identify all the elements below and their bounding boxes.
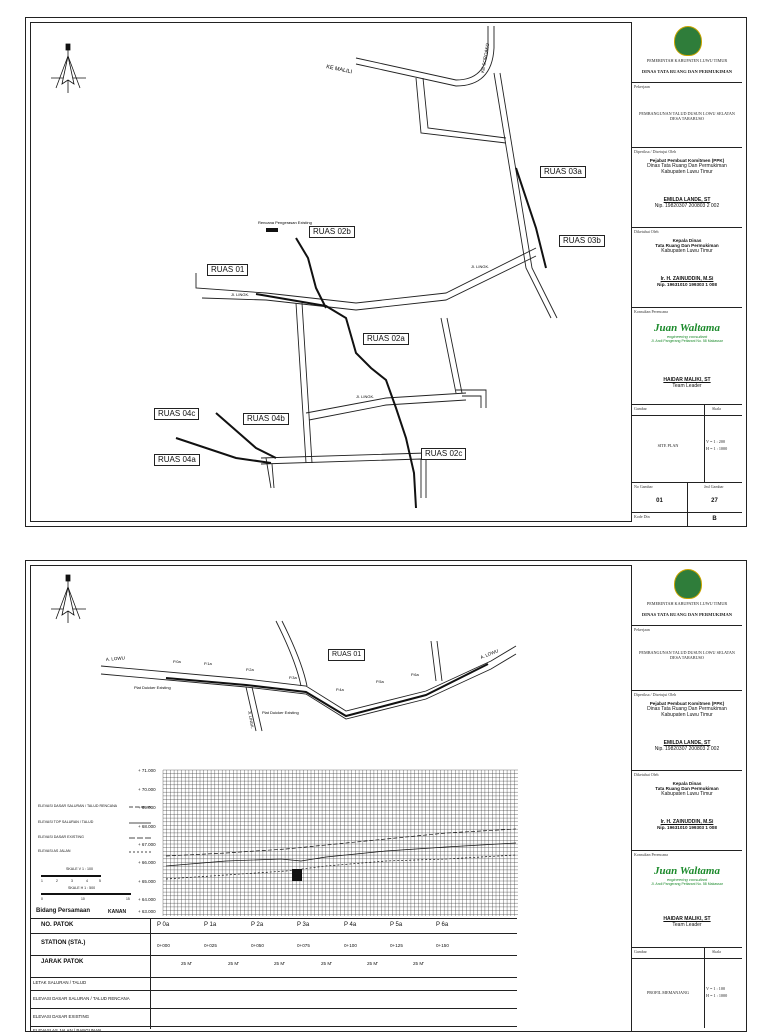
pekerjaan-section: Pekerjaan PEMBANGUNAN TALUD DUSUN LOWU SELATAN DESA TARABUSO (632, 82, 742, 167)
scale-tick: 1 (41, 879, 43, 883)
drawing-sheet-site-plan (25, 17, 747, 527)
ruas-label: RUAS 02b (309, 226, 355, 238)
profile-table: NO. PATOK STATION (STA.) JARAK PATOK LETAK SALURAN / TALUD ELEVASI DASAR SALURAN / TALUD RENCANA ELEVASI DASAR EXISTING ELEVASI AS JALAN / BANGUNAN P 0a P 1a P 2a P 3a P 4a P 5a P 6a 0+000 0+025 0+050 0+075 0+100 0+125 0+150 25 M' 25 M' 25 M' 25 M' 25 M' 25 M' (31, 918, 517, 1029)
station-label: 0+075 (297, 943, 310, 948)
scale-label: SKALE H 1 : 500 (68, 886, 96, 890)
svg-text:Rencana Pengerasan Existing: Rencana Pengerasan Existing (258, 220, 312, 225)
consultant-logo: Juan Waltama (654, 322, 720, 334)
gambar-section: Gambar Skala SITE PLAN V = 1 : 200 H = 1 : 1000 (632, 404, 742, 483)
north-arrow-icon (51, 44, 86, 93)
legend-item: ELEVASI DASAR SALURAN / TALUD RENCANA (38, 804, 118, 808)
ruas-label: RUAS 04c (154, 408, 199, 420)
profile-grid (163, 770, 518, 916)
svg-text:P.5a: P.5a (376, 679, 384, 684)
legend-item: ELEVASI DASAR EXISTING (38, 835, 84, 839)
side-label: KANAN (108, 909, 127, 915)
elevation-label: + 71.000 (138, 768, 156, 773)
station-label: 0+125 (390, 943, 403, 948)
patok-label: P 2a (251, 922, 264, 928)
ruas-label: RUAS 04b (243, 413, 289, 425)
talud-alignment (176, 168, 546, 508)
ppk-section: Diperiksa / Disetujui Oleh Pejabat Pembuat Komitmen (PPK) Dinas Tata Ruang Dan Permukiman Kabupaten Luwu Timur EMILDA LANDE, ST Nip. 19820307 200803 2 002 (632, 690, 742, 771)
svg-text:Jl. LINGK.: Jl. LINGK. (247, 710, 256, 730)
ruas-label: RUAS 02a (363, 333, 409, 345)
svg-text:Plat Duicker Existing: Plat Duicker Existing (262, 710, 299, 715)
svg-text:Jl. LINGK.: Jl. LINGK. (231, 292, 250, 297)
pekerjaan-section: Pekerjaan PEMBANGUNAN TALUD DUSUN LOWU SELATAN DESA TARABUSO (632, 625, 742, 691)
legend-item: ELEVASI AS JALAN (38, 849, 71, 853)
org-name: PEMERINTAH KABUPATEN LUWU TIMUR (646, 58, 728, 63)
road-network (196, 26, 557, 498)
elevation-label: + 70.000 (138, 787, 156, 792)
kadis-section: Diketahui Oleh Kepala Dinas Tata Ruang Dan Permukiman Kabupaten Luwu Timur Ir. H. ZAINUDDIN, M.Si Nip. 19631010 199303 1 008 (632, 770, 742, 851)
elevation-label: + 68.000 (138, 824, 156, 829)
nomor-section: No Gambar Jml Gambar 01 27 (632, 482, 742, 513)
jarak-label: 25 M' (321, 961, 333, 966)
bidang-persamaan: Bidang Persamaan (36, 908, 91, 914)
ruas-label: RUAS 03b (559, 235, 605, 247)
svg-text:P.4a: P.4a (336, 687, 344, 692)
ruas-plan (101, 621, 516, 731)
legend-item: ELEVASI TOP SALURAN / TALUD (38, 820, 94, 824)
north-arrow-icon (51, 575, 86, 623)
kode-section: Kode Dtn B (632, 512, 742, 527)
svg-text:P.3a: P.3a (289, 675, 297, 680)
ruas-label: RUAS 01 (207, 264, 248, 276)
elevation-label: + 64.000 (138, 897, 156, 902)
station-label: 0+025 (204, 943, 217, 948)
konsultan-section: Konsultan Perencana Juan Waltama engineering consultant Jl. Andi Pangerang Pettarani No. 58 Makassar HAIDAR MALIKI, ST Team Leader (632, 307, 742, 405)
emblem-icon (674, 569, 702, 599)
patok-label: P 6a (436, 922, 449, 928)
jarak-label: 25 M' (181, 961, 193, 966)
ruas-title: RUAS 01 (328, 649, 365, 661)
elevation-label: + 69.000 (138, 805, 156, 810)
consultant-logo: Juan Waltama (654, 865, 720, 877)
scale-tick: 2 (56, 879, 58, 883)
svg-text:Jl. LINGK.: Jl. LINGK. (471, 264, 490, 269)
svg-text:Jl. LINGK.: Jl. LINGK. (356, 394, 375, 399)
station-label: 0+150 (436, 943, 449, 948)
ruas-label: RUAS 03a (540, 166, 586, 178)
duiker-marker (292, 869, 302, 881)
emblem-icon (674, 26, 702, 56)
patok-label: P 4a (344, 922, 357, 928)
scale-tick: 4 (86, 879, 88, 883)
svg-text:KE MALILI: KE MALILI (325, 64, 353, 76)
kadis-section: Diketahui Oleh Kepala Dinas Tata Ruang Dan Permukiman Kabupaten Luwu Timur Ir. H. ZAINUDDIN, M.Si Nip. 19631010 199303 1 008 (632, 227, 742, 308)
title-block (631, 22, 742, 522)
scale-tick: 5 (99, 879, 101, 883)
drawing-sheet-profile (25, 560, 747, 1032)
svg-text:KE SOROAKO: KE SOROAKO (480, 42, 491, 74)
scale-tick: 10 (81, 897, 85, 901)
patok-label: P 1a (204, 922, 217, 928)
jarak-label: 25 M' (228, 961, 240, 966)
jarak-label: 25 M' (367, 961, 379, 966)
scale-tick: 3 (71, 879, 73, 883)
patok-label: P 0a (157, 922, 170, 928)
gambar-section: Gambar Skala PROFIL MEMANJANG V = 1 : 100 H = 1 : 1000 (632, 947, 742, 1028)
site-plan-map (26, 18, 632, 526)
ruas-label: RUAS 04a (154, 454, 200, 466)
elevation-label: + 67.000 (138, 842, 156, 847)
title-block: PEMERINTAH KABUPATEN LUWU TIMUR DINAS TATA RUANG DAN PERMUKIMAN Pekerjaan PEMBANGUNAN TALUD DUSUN LOWU SELATAN DESA TARABUSO Diperiksa / Disetujui Oleh Pejabat Pembuat Komitmen (PPK) Dinas Tata Ruang Dan Permukiman Kabupaten Luwu Timur EMILDA LANDE, ST Nip. 19820307 200803 2 002 Diketahui Oleh Kepala Dinas Tata Ruang Dan Permukiman Kabupaten Luwu Timur Ir. H. ZAINUDDIN, M.Si Nip. 19631010 199303 1 008 Konsultan Perencana Juan Waltama engineering consultant Jl. Andi Pangerang Pettarani No. 58 Makassar HAIDAR MALIKI, ST Team Leader Gambar Skala PROFIL MEMANJANG V = 1 : 100 H = 1 : 1000 (631, 565, 742, 1032)
ruas-label: RUAS 02c (421, 448, 466, 460)
svg-text:P.0a: P.0a (173, 659, 181, 664)
scale-tick: 15 (126, 897, 130, 901)
scale-label: SKALE V 1 : 100 (66, 867, 93, 871)
patok-label: P 3a (297, 922, 310, 928)
svg-text:P.2a: P.2a (246, 667, 254, 672)
jarak-label: 25 M' (274, 961, 286, 966)
elevation-label: + 63.000 (138, 909, 156, 914)
svg-text:P.1a: P.1a (204, 661, 212, 666)
jarak-label: 25 M' (413, 961, 425, 966)
konsultan-section: Konsultan Perencana Juan Waltama engineering consultant Jl. Andi Pangerang Pettarani No. 58 Makassar HAIDAR MALIKI, ST Team Leader (632, 850, 742, 948)
station-label: 0+050 (251, 943, 264, 948)
station-label: 0+000 (157, 943, 170, 948)
svg-text:Plat Duicker Existing: Plat Duicker Existing (134, 685, 171, 690)
svg-text:A. LOWU: A. LOWU (105, 655, 126, 662)
svg-text:A. LOWU: A. LOWU (479, 648, 500, 660)
station-label: 0+100 (344, 943, 357, 948)
ppk-section: Diperiksa / Disetujui Oleh Pejabat Pembuat Komitmen (PPK) Dinas Tata Ruang Dan Permukiman Kabupaten Luwu Timur EMILDA LANDE, ST Nip. 19820307 200803 2 002 (632, 147, 742, 228)
elevation-label: + 65.000 (138, 879, 156, 884)
patok-label: P 5a (390, 922, 403, 928)
dept-name: DINAS TATA RUANG DAN PERMUKIMAN (641, 69, 733, 74)
scale-tick: 0 (41, 897, 43, 901)
svg-text:P.6a: P.6a (411, 672, 419, 677)
elevation-label: + 66.000 (138, 860, 156, 865)
